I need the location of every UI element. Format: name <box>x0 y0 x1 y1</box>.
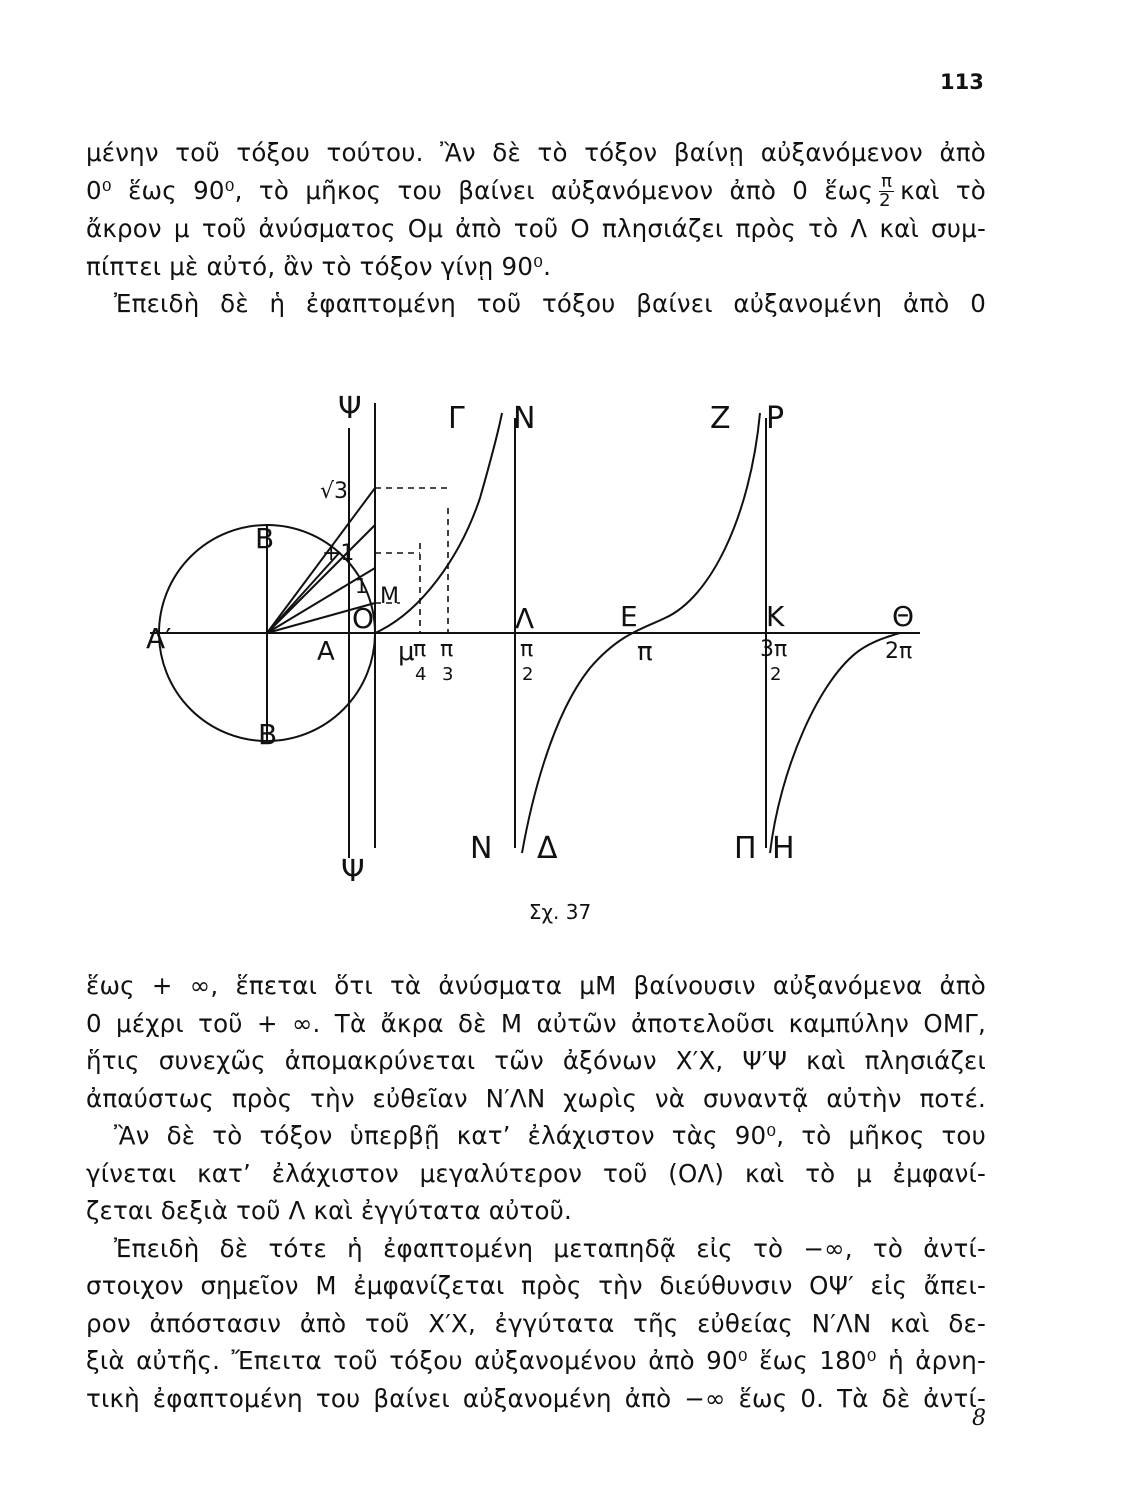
text-line: στοιχον σημεῖον Μ ἐμφανίζεται πρὸς τὴν διεύθυνσιν ΟΨ′ εἰς ἄπει- <box>86 1271 986 1300</box>
label-pi-over-2-den: 2 <box>522 664 534 685</box>
text-line: μένην τοῦ τόξου τούτου. Ἂν δὲ τὸ τόξον βαίνῃ αὐξανόμενον ἀπὸ <box>86 138 986 167</box>
text-line: ἕως + ∞, ἕπεται ὅτι τὰ ἀνύσματα μΜ βαίνουσιν αὐξανόμενα ἀπὸ <box>86 971 986 1000</box>
text-line: Ἐπειδὴ δὲ ἡ ἐφαπτομένη τοῦ τόξου βαίνει αὐξανομένη ἀπὸ 0 <box>114 289 986 318</box>
label-pi-over-3-num: π <box>440 637 454 662</box>
label-pi-capital: Π <box>734 831 757 866</box>
fraction-numerator: π <box>881 171 893 192</box>
label-m-small: M <box>380 584 399 609</box>
label-pi: π <box>637 637 653 667</box>
label-psi-top: Ψ <box>338 391 362 426</box>
label-theta: Θ <box>892 600 915 633</box>
paragraph-bottom <box>86 967 986 1417</box>
text-line-tail: καὶ τὸ <box>900 175 986 205</box>
label-kappa: Κ <box>766 600 785 633</box>
text-line: Ἐπειδὴ δὲ τότε ἡ ἐφαπτομένη μεταπηδᾷ εἰς τὸ −∞, τὸ ἀντί- <box>114 1233 986 1263</box>
figure-caption: Σχ. 37 <box>528 900 592 924</box>
label-eta: Η <box>772 831 795 866</box>
text-line: ζεται δεξιὰ τοῦ Λ καὶ ἐγγύτατα αὐτοῦ. <box>86 1196 573 1225</box>
tangent-curve-branch-3 <box>770 633 900 853</box>
text-line-with-fraction <box>86 172 986 211</box>
label-zeta: Ζ <box>710 401 731 436</box>
label-pi-over-4-num: π <box>413 637 427 662</box>
label-delta: Δ <box>537 831 558 866</box>
label-lambda: Λ <box>515 602 535 635</box>
label-beta-bottom: Β <box>258 718 278 751</box>
label-pi-over-3-den: 3 <box>442 664 454 685</box>
label-gamma: Γ <box>448 401 465 436</box>
text-line: ἀπαύστως πρὸς τὴν εὐθεῖαν Ν′ΛΝ χωρὶς νὰ συναντᾷ αὐτὴν ποτέ. <box>86 1083 986 1113</box>
text-line: τικὴ ἐφαπτομένη του βαίνει αὐξανομένη ἀπὸ −∞ ἕως 0. Τὰ δὲ ἀντί- <box>86 1383 986 1413</box>
text-line: 0⁰ ἕως 90⁰, τὸ μῆκος του βαίνει αὐξανόμενον ἀπὸ 0 ἕως <box>86 175 874 205</box>
text-line: ἥτις συνεχῶς ἀπομακρύνεται τῶν ἀξόνων Χ′Χ, Ψ′Ψ καὶ πλησιάζει <box>86 1046 986 1075</box>
page-number: 113 <box>940 70 984 94</box>
text-line: Ἂν δὲ τὸ τόξον ὑπερβῇ κατ’ ἐλάχιστον τὰς 90⁰, τὸ μῆκος του <box>114 1121 986 1150</box>
fraction-denominator: 2 <box>879 190 891 211</box>
label-epsilon: Ε <box>620 600 638 633</box>
label-plus1: +1 <box>322 541 355 566</box>
label-rho: Ρ <box>766 401 785 436</box>
label-a-prime: Α′ <box>146 622 172 655</box>
text-line: 0 μέχρι τοῦ + ∞. Τὰ ἄκρα δὲ Μ αὐτῶν ἀποτελοῦσι καμπύλην ΟΜΓ, <box>86 1008 986 1038</box>
label-three-pi-over-2-num: 3π <box>760 637 788 662</box>
label-pi-over-4-den: 4 <box>415 664 427 685</box>
label-mu: μ <box>398 637 415 667</box>
label-n-bottom: Ν <box>470 831 493 866</box>
label-sqrt3: √3 <box>320 479 349 504</box>
label-n-top: Ν <box>513 401 536 436</box>
text-line: πίπτει μὲ αὐτό, ἂν τὸ τόξον γίνῃ 90⁰. <box>86 251 552 281</box>
label-a: Α <box>317 637 335 667</box>
label-one: 1 <box>355 574 368 598</box>
text-line: ἄκρον μ τοῦ ἀνύσματος Ομ ἀπὸ τοῦ Ο πλησιάζει πρὸς τὸ Λ καὶ συμ- <box>86 214 986 243</box>
tangent-diagram <box>130 388 930 888</box>
figure-tangent-graph <box>130 388 930 888</box>
paragraph-top <box>86 134 986 323</box>
text-line: γίνεται κατ’ ἐλάχιστον μεγαλύτερον τοῦ (ΟΛ) καὶ τὸ μ ἐμφανί- <box>86 1158 986 1188</box>
label-three-pi-over-2-den: 2 <box>770 664 782 685</box>
text-line: ρον ἀπόστασιν ἀπὸ τοῦ Χ′Χ, ἐγγύτατα τῆς εὐθείας Ν′ΛΝ καὶ δε- <box>86 1308 986 1338</box>
printer-signature-mark: 8 <box>972 1406 986 1431</box>
label-pi-over-2-num: π <box>520 637 534 662</box>
label-two-pi: 2π <box>885 639 913 664</box>
label-o: Ο <box>352 602 375 635</box>
fraction-pi-over-2 <box>879 173 894 210</box>
label-psi-bottom: Ψ <box>341 854 365 888</box>
text-line: ξιὰ αὐτῆς. Ἔπειτα τοῦ τόξου αὐξανομένου ἀπὸ 90⁰ ἕως 180⁰ ἡ ἀρνη- <box>86 1346 986 1375</box>
label-beta-top: Β <box>255 522 275 555</box>
